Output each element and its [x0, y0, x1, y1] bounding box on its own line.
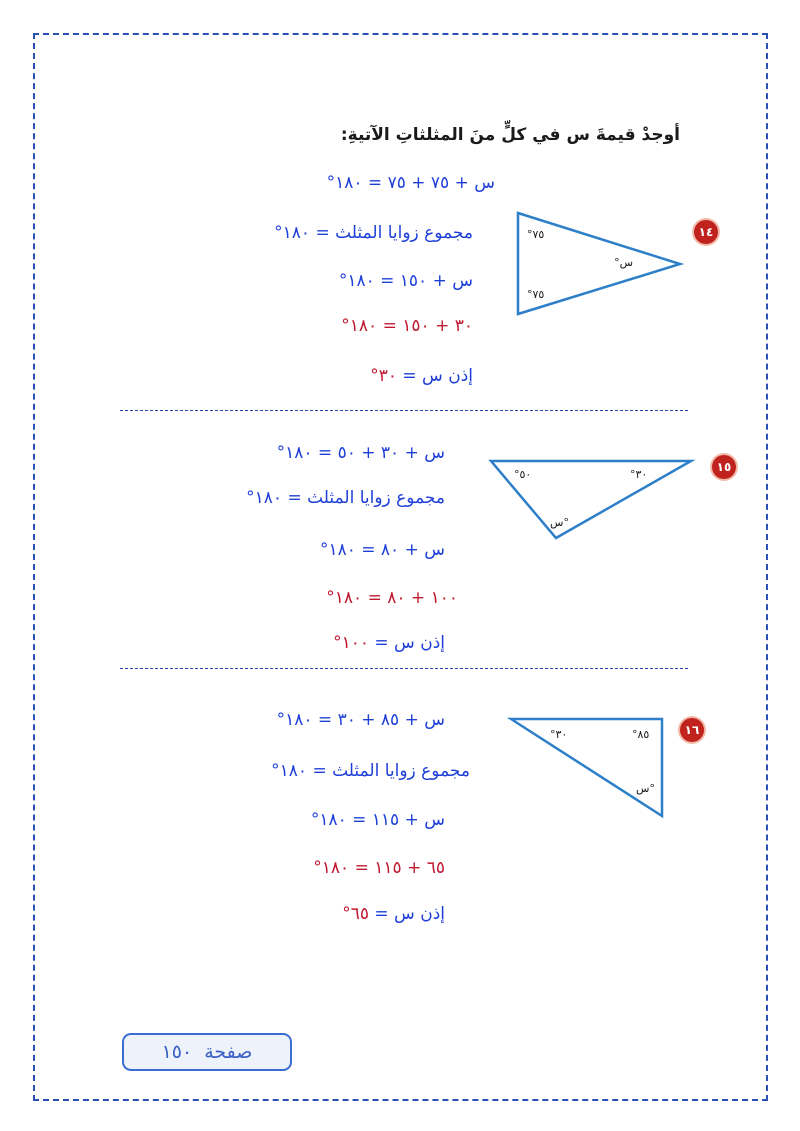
- equation-line: مجموع زوايا المثلث = ١٨٠°: [274, 223, 473, 243]
- equation-line: س + ١٥٠ = ١٨٠°: [338, 271, 473, 291]
- triangle-diagram: [488, 458, 694, 542]
- angle-label: س°: [550, 516, 569, 529]
- triangle-diagram: [515, 210, 685, 318]
- problem-number-badge: ١٦: [680, 718, 704, 742]
- answer-line: [333, 635, 445, 652]
- problem-number-badge: ١٥: [712, 455, 736, 479]
- equation-line: ٣٠ + ١٥٠ = ١٨٠°: [341, 316, 473, 336]
- equation-line: مجموع زوايا المثلث = ١٨٠°: [246, 488, 445, 508]
- problem-number-badge: ١٤: [694, 220, 718, 244]
- page-number-box: [122, 1033, 292, 1071]
- angle-label: °٥٠: [514, 468, 532, 481]
- angle-label: °٧٥: [527, 288, 545, 301]
- equation-line: س + ٨٥ + ٣٠ = ١٨٠°: [276, 710, 445, 730]
- answer-value: ٦٥°: [342, 904, 369, 924]
- angle-label: °٣٠: [550, 728, 568, 741]
- equation-line: س + ١١٥ = ١٨٠°: [310, 810, 445, 830]
- answer-prefix: إذن س =: [374, 904, 445, 924]
- angle-label: °٣٠: [630, 468, 648, 481]
- page-frame: [33, 33, 768, 1101]
- answer-prefix: إذن س =: [374, 633, 445, 653]
- equation-line: ١٠٠ + ٨٠ = ١٨٠°: [326, 588, 458, 608]
- answer-value: ١٠٠°: [333, 633, 369, 653]
- angle-label: °٧٥: [527, 228, 545, 241]
- equation-line: س + ٣٠ + ٥٠ = ١٨٠°: [276, 443, 445, 463]
- answer-line: [370, 368, 473, 385]
- triangle-diagram: [508, 716, 668, 822]
- answer-prefix: إذن س =: [402, 366, 473, 386]
- angle-label: س°: [636, 782, 655, 795]
- answer-value: ٣٠°: [370, 366, 397, 386]
- page-label: صفحة: [204, 1041, 253, 1063]
- angle-label: °٨٥: [632, 728, 650, 741]
- section-divider: [120, 668, 688, 669]
- equation-line: ٦٥ + ١١٥ = ١٨٠°: [313, 858, 445, 878]
- equation-line: س + ٧٥ + ٧٥ = ١٨٠°: [326, 173, 495, 193]
- answer-line: [342, 906, 445, 923]
- equation-line: مجموع زوايا المثلث = ١٨٠°: [271, 761, 470, 781]
- instruction-heading: أوجدْ قيمةَ س في كلٍّ منَ المثلثاتِ الآتيةِ:: [340, 125, 680, 145]
- angle-label: س°: [614, 256, 633, 269]
- equation-line: س + ٨٠ = ١٨٠°: [319, 540, 445, 560]
- page-number: ١٥٠: [161, 1041, 193, 1063]
- section-divider: [120, 410, 688, 411]
